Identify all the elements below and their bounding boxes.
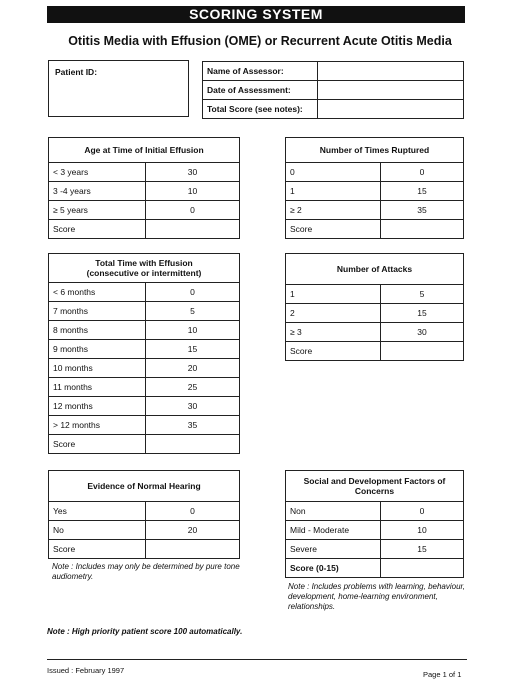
footer-rule: [47, 659, 467, 660]
effusion-title-line2: (consecutive or intermittent): [86, 268, 202, 278]
ruptured-row-value[interactable]: 0: [381, 163, 464, 182]
social-table-title: [286, 471, 464, 502]
social-row-value[interactable]: 15: [381, 540, 464, 559]
age-row-label: < 3 years: [49, 163, 146, 182]
assessor-name-field[interactable]: [318, 62, 464, 81]
ruptured-row-value[interactable]: 15: [381, 182, 464, 201]
hearing-table: [48, 470, 240, 559]
page-number: Page 1 of 1: [423, 670, 462, 679]
effusion-row-label: 9 months: [49, 340, 146, 359]
attacks-row-label: ≥ 3: [286, 323, 381, 342]
age-table-title: Age at Time of Initial Effusion: [49, 138, 240, 163]
social-title-line1: Social and Development Factors of: [303, 476, 446, 486]
ruptured-score-label: Score: [286, 220, 381, 239]
attacks-table: [285, 253, 464, 361]
social-note: Note : Includes problems with learning, behaviour, development, home-learning environment, relationships.: [288, 582, 465, 611]
social-score-label: Score (0-15): [286, 559, 381, 578]
effusion-title-line1: Total Time with Effusion: [95, 258, 193, 268]
ruptured-row-label: 1: [286, 182, 381, 201]
effusion-row-value[interactable]: 10: [146, 321, 240, 340]
effusion-row-value[interactable]: 25: [146, 378, 240, 397]
page-title-banner: SCORING SYSTEM: [47, 6, 465, 23]
hearing-score-field[interactable]: [146, 540, 240, 559]
effusion-row-value[interactable]: 30: [146, 397, 240, 416]
age-table: [48, 137, 240, 239]
social-table: [285, 470, 464, 578]
social-row-value[interactable]: 10: [381, 521, 464, 540]
social-row-value[interactable]: 0: [381, 502, 464, 521]
total-score-label: Total Score (see notes):: [203, 100, 318, 119]
hearing-score-label: Score: [49, 540, 146, 559]
effusion-score-label: Score: [49, 435, 146, 454]
attacks-score-field[interactable]: [381, 342, 464, 361]
patient-id-label: Patient ID:: [55, 67, 98, 77]
attacks-row-value[interactable]: 30: [381, 323, 464, 342]
effusion-table: [48, 253, 240, 454]
ruptured-row-value[interactable]: 35: [381, 201, 464, 220]
social-row-label: Mild - Moderate: [286, 521, 381, 540]
effusion-table-title: [49, 254, 240, 283]
hearing-row-label: No: [49, 521, 146, 540]
age-row-value[interactable]: 0: [146, 201, 240, 220]
hearing-table-title: Evidence of Normal Hearing: [49, 471, 240, 502]
ruptured-row-label: 0: [286, 163, 381, 182]
effusion-row-value[interactable]: 0: [146, 283, 240, 302]
assessor-name-label: Name of Assessor:: [203, 62, 318, 81]
total-score-field[interactable]: [318, 100, 464, 119]
ruptured-table: [285, 137, 464, 239]
effusion-row-label: 11 months: [49, 378, 146, 397]
age-row-value[interactable]: 10: [146, 182, 240, 201]
attacks-row-label: 2: [286, 304, 381, 323]
effusion-row-value[interactable]: 15: [146, 340, 240, 359]
age-score-field[interactable]: [146, 220, 240, 239]
effusion-row-value[interactable]: 35: [146, 416, 240, 435]
effusion-row-label: > 12 months: [49, 416, 146, 435]
effusion-row-label: 8 months: [49, 321, 146, 340]
assessment-date-label: Date of Assessment:: [203, 81, 318, 100]
age-row-value[interactable]: 30: [146, 163, 240, 182]
ruptured-table-title: Number of Times Ruptured: [286, 138, 464, 163]
effusion-row-value[interactable]: 20: [146, 359, 240, 378]
attacks-row-value[interactable]: 15: [381, 304, 464, 323]
age-row-label: 3 -4 years: [49, 182, 146, 201]
hearing-row-value[interactable]: 20: [146, 521, 240, 540]
attacks-row-value[interactable]: 5: [381, 285, 464, 304]
effusion-row-label: 10 months: [49, 359, 146, 378]
effusion-row-label: 12 months: [49, 397, 146, 416]
effusion-score-field[interactable]: [146, 435, 240, 454]
hearing-row-label: Yes: [49, 502, 146, 521]
effusion-row-label: < 6 months: [49, 283, 146, 302]
attacks-table-title: Number of Attacks: [286, 254, 464, 285]
effusion-row-value[interactable]: 5: [146, 302, 240, 321]
social-row-label: Non: [286, 502, 381, 521]
issued-date: Issued : February 1997: [47, 666, 125, 675]
attacks-score-label: Score: [286, 342, 381, 361]
patient-id-box[interactable]: [48, 60, 189, 117]
age-row-label: ≥ 5 years: [49, 201, 146, 220]
assessor-table: [202, 61, 464, 119]
social-row-label: Severe: [286, 540, 381, 559]
hearing-note: Note : Includes may only be determined by pure tone audiometry.: [52, 562, 240, 581]
age-score-label: Score: [49, 220, 146, 239]
social-title-line2: Concerns: [354, 486, 395, 496]
ruptured-score-field[interactable]: [381, 220, 464, 239]
effusion-row-label: 7 months: [49, 302, 146, 321]
form-subtitle: Otitis Media with Effusion (OME) or Recurrent Acute Otitis Media: [68, 34, 452, 48]
priority-note: Note : High priority patient score 100 automatically.: [47, 627, 243, 636]
attacks-row-label: 1: [286, 285, 381, 304]
hearing-row-value[interactable]: 0: [146, 502, 240, 521]
social-score-field[interactable]: [381, 559, 464, 578]
ruptured-row-label: ≥ 2: [286, 201, 381, 220]
assessment-date-field[interactable]: [318, 81, 464, 100]
